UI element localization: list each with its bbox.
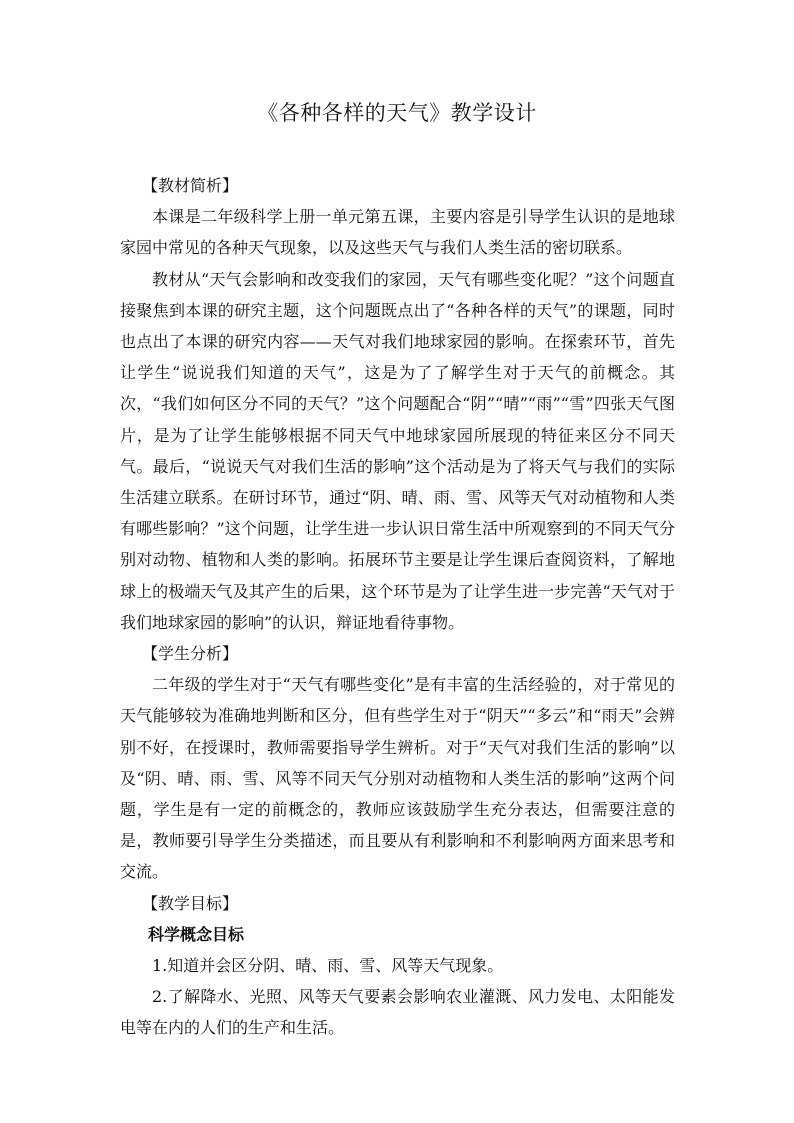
section-heading-students: 【学生分析】 xyxy=(142,644,239,664)
paragraph-materials-1: 本课是二年级科学上册一单元第五课，主要内容是引导学生认识的是地球家园中常见的各种天气现象，以及这些天气与我们人类生活的密切联系。 xyxy=(120,207,675,258)
subheading-science-concepts: 科学概念目标 xyxy=(148,924,245,944)
goal-item-1: 1.知道并会区分阴、晴、雨、雪、风等天气现象。 xyxy=(152,956,504,976)
section-heading-materials: 【教材简析】 xyxy=(142,176,239,195)
paragraph-students-1: 二年级的学生对于“天气有哪些变化”是有丰富的生活经验的，对于常见的天气能够较为准确地判断和区分，但有些学生对于“阴天”“多云”和“雨天”会辨别不好，在授课时，教师需要指导学生辨析。对于“天气对我们生活的影响”以及“阴、晴、雨、雪、风等不同天气分别对动植物和人类生活的影响”这两个问题，学生是有一定的前概念的，教师应该鼓励学生充分表达，但需要注意的是，教师要引导学生分类描述，而且要从有利影响和不利影响两方面来思考和交流。 xyxy=(120,675,675,882)
section-heading-goals: 【教学目标】 xyxy=(142,893,239,913)
document-body xyxy=(120,170,675,1044)
goal-item-2: 2.了解降水、光照、风等天气要素会影响农业灌溉、风力发电、太阳能发电等在内的人们的生产和生活。 xyxy=(120,987,675,1038)
paragraph-materials-2: 教材从“天气会影响和改变我们的家园，天气有哪些变化呢？”这个问题直接聚焦到本课的研究主题，这个问题既点出了“各种各样的天气”的课题，同时也点出了本课的研究内容——天气对我们地球家园的影响。在探索环节，首先让学生“说说我们知道的天气”，这是为了了解学生对于天气的前概念。其次，“我们如何区分不同的天气？”这个问题配合“阴”“晴”“雨”“雪”四张天气图片，是为了让学生能够根据不同天气中地球家园所展现的特征来区分不同天气。最后，“说说天气对我们生活的影响”这个活动是为了将天气与我们的实际生活建立联系。在研讨环节，通过“阴、晴、雨、雪、风等天气对动植物和人类有哪些影响？”这个问题，让学生进一步认识日常生活中所观察到的不同天气分别对动物、植物和人类的影响。拓展环节主要是让学生课后查阅资料，了解地球上的极端天气及其产生的后果，这个环节是为了让学生进一步完善“天气对于我们地球家园的影响”的认识，辩证地看待事物。 xyxy=(120,269,675,632)
document-title: 《各种各样的天气》教学设计 xyxy=(257,101,537,125)
